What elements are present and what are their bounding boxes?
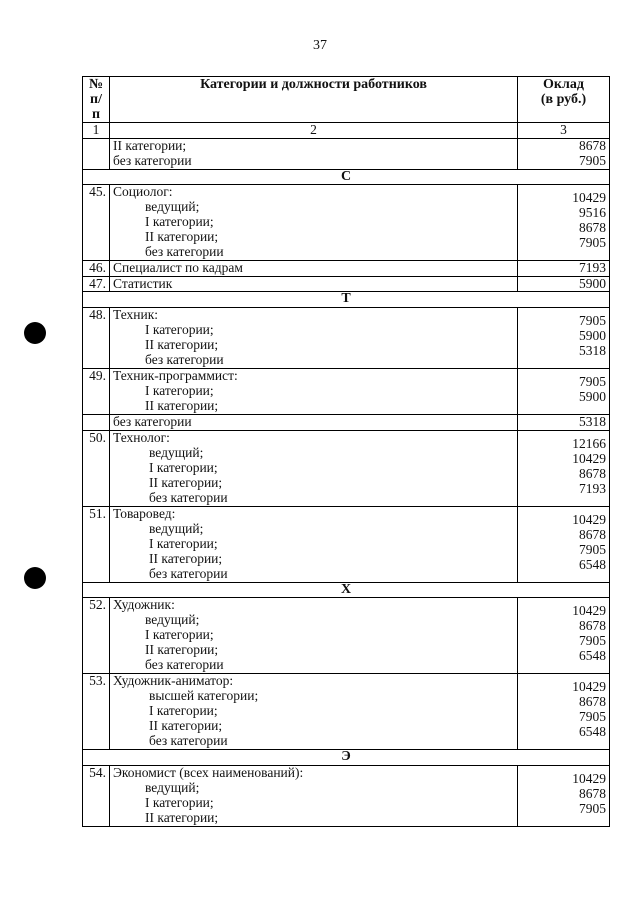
- category-item: II категории;: [145, 397, 219, 413]
- salary-value: 10429: [572, 603, 606, 618]
- position-title: Техник:: [113, 306, 159, 322]
- row-number: 46.: [83, 261, 110, 277]
- salary-value: 5900: [579, 388, 606, 404]
- category-item: без категории: [145, 657, 224, 672]
- salary-value: 8678: [579, 785, 606, 801]
- row-number: 47.: [83, 276, 110, 292]
- position-title: Статистик: [110, 276, 518, 292]
- salary-value: 10429: [572, 679, 606, 694]
- column-number: 2: [110, 123, 518, 139]
- category-item: I категории;: [145, 794, 214, 810]
- category-item: I категории;: [149, 459, 218, 475]
- category-item: ведущий;: [149, 520, 204, 536]
- category-item: I категории;: [145, 214, 214, 229]
- section-letter: Т: [83, 292, 610, 308]
- position-title: Товаровед:: [113, 505, 176, 521]
- table-row-48: [83, 307, 610, 368]
- table-row-54: [83, 765, 610, 826]
- salary-value: 5318: [579, 342, 606, 358]
- position-title: Художник:: [113, 597, 175, 612]
- category-item: без категории: [149, 489, 228, 505]
- salary-value: 7193: [579, 480, 606, 496]
- salary-value: 9516: [579, 205, 606, 220]
- row-number: 45.: [83, 185, 110, 261]
- salary-value: 7905: [579, 709, 606, 724]
- salary-value: 6548: [579, 648, 606, 663]
- section-letter-row: [83, 169, 610, 185]
- category-item: без категории: [145, 351, 224, 367]
- category-item: II категории;: [149, 550, 223, 566]
- salary-value: 7905: [579, 235, 606, 250]
- category-item: II категории;: [113, 137, 187, 153]
- row-number: 49.: [83, 368, 110, 414]
- header-row: [83, 77, 610, 123]
- salary-value: 7193: [518, 261, 610, 277]
- category-item: II категории;: [145, 229, 219, 244]
- category-item: без категории: [149, 733, 228, 748]
- row-number: 53.: [83, 674, 110, 750]
- salary-value: 8678: [579, 526, 606, 542]
- category-item: ведущий;: [145, 779, 200, 795]
- salary-value: 7905: [579, 633, 606, 648]
- category-item: I категории;: [145, 382, 214, 398]
- salary-value: 10429: [572, 450, 606, 466]
- salary-value: 7905: [579, 152, 606, 168]
- header-number: № п/п: [83, 77, 110, 123]
- salary-value: 5900: [518, 276, 610, 292]
- category-item: высшей категории;: [149, 688, 259, 703]
- salary-value: 5318: [518, 414, 610, 430]
- salary-value: 6548: [579, 724, 606, 739]
- punch-hole-mark: [24, 322, 46, 344]
- salary-value: 6548: [579, 556, 606, 572]
- table-row-51: [83, 506, 610, 582]
- position-title: Специалист по кадрам: [110, 261, 518, 277]
- salary-table: [82, 76, 610, 827]
- salary-value: 8678: [579, 694, 606, 709]
- salary-value: 8678: [579, 137, 606, 153]
- salary-value: 8678: [579, 220, 606, 235]
- row-number: 50.: [83, 430, 110, 506]
- table-row-47: [83, 276, 610, 292]
- category-item: без категории: [113, 413, 192, 429]
- table-row-45: [83, 185, 610, 261]
- category-item: I категории;: [149, 703, 218, 718]
- column-number: 3: [518, 123, 610, 139]
- section-letter: С: [83, 169, 610, 185]
- category-item: без категории: [145, 244, 224, 259]
- salary-value: 5900: [579, 327, 606, 343]
- position-title: Экономист (всех наименований):: [113, 764, 304, 780]
- table-row-49-last: [83, 414, 610, 430]
- salary-value: 10429: [572, 190, 606, 205]
- table-row-46: [83, 261, 610, 277]
- salary-value: 7905: [579, 800, 606, 816]
- salary-value: 7905: [579, 541, 606, 557]
- position-title: Художник-аниматор:: [113, 673, 234, 688]
- category-item: II категории;: [145, 336, 219, 352]
- section-letter: Э: [83, 750, 610, 766]
- category-item: ведущий;: [149, 444, 204, 460]
- column-number: 1: [83, 123, 110, 139]
- salary-value: 10429: [572, 770, 606, 786]
- category-item: ведущий;: [145, 199, 200, 214]
- table-row-49: [83, 368, 610, 414]
- salary-value: 7905: [579, 373, 606, 389]
- column-numbers-row: [83, 123, 610, 139]
- header-salary: Оклад (в руб.): [518, 77, 610, 123]
- category-item: без категории: [113, 152, 192, 168]
- category-item: II категории;: [149, 474, 223, 490]
- category-item: II категории;: [145, 809, 219, 825]
- category-item: I категории;: [145, 627, 214, 642]
- salary-value: 10429: [572, 511, 606, 527]
- row-number: 52.: [83, 598, 110, 674]
- section-letter: Х: [83, 582, 610, 598]
- position-title: Социолог:: [113, 184, 173, 199]
- table-row-52: [83, 598, 610, 674]
- page-number: 37: [313, 38, 327, 53]
- salary-value: 8678: [579, 618, 606, 633]
- category-item: ведущий;: [145, 612, 200, 627]
- section-letter-row: [83, 582, 610, 598]
- position-title: Техник-программист:: [113, 367, 238, 383]
- table-row-50: [83, 430, 610, 506]
- category-item: II категории;: [145, 642, 219, 657]
- section-letter-row: [83, 750, 610, 766]
- table-row-53: [83, 674, 610, 750]
- category-item: без категории: [149, 565, 228, 581]
- category-item: I категории;: [149, 535, 218, 551]
- category-item: II категории;: [149, 718, 223, 733]
- row-number: 54.: [83, 765, 110, 826]
- row-number: 51.: [83, 506, 110, 582]
- row-number: 48.: [83, 307, 110, 368]
- salary-value: 7905: [579, 312, 606, 328]
- punch-hole-mark: [24, 567, 46, 589]
- section-letter-row: [83, 292, 610, 308]
- table-row-carryover: [83, 138, 610, 169]
- category-item: I категории;: [145, 321, 214, 337]
- salary-value: 8678: [579, 465, 606, 481]
- position-title: Технолог:: [113, 429, 170, 445]
- salary-value: 12166: [572, 435, 606, 451]
- header-category: Категории и должности работников: [110, 77, 518, 123]
